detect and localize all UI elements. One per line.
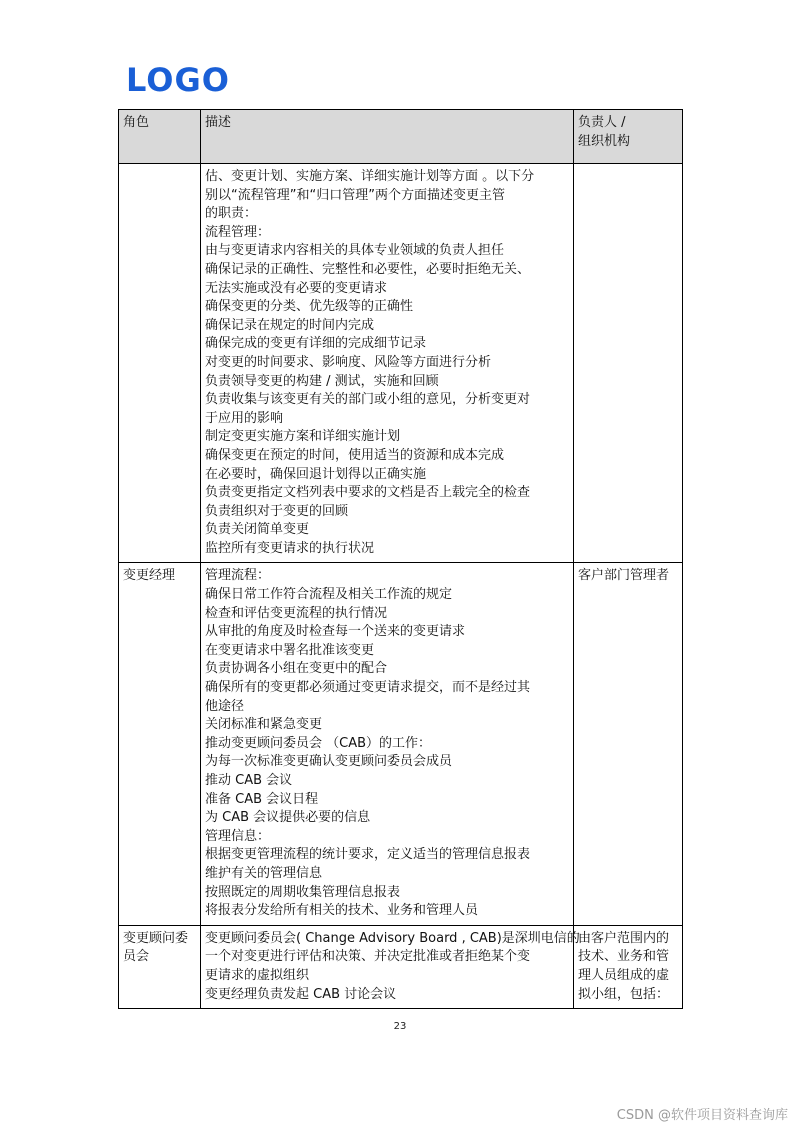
description-line: 确保变更的分类、优先级等的正确性 bbox=[205, 299, 414, 315]
description-line: 无法实施或没有必要的变更请求 bbox=[205, 280, 388, 296]
description-line: 一个对变更进行评估和决策、并决定批准或者拒绝某个变 bbox=[205, 949, 531, 965]
description-cell bbox=[201, 164, 574, 563]
description-line: 确保完成的变更有详细的完成细节记录 bbox=[205, 336, 427, 352]
description-line: 更请求的虚拟组织 bbox=[205, 967, 310, 983]
role-cell: 变更经理 bbox=[119, 563, 201, 925]
description-line: 负责协调各小组在变更中的配合 bbox=[205, 661, 388, 677]
header-responsible-line: 组织机构 bbox=[578, 133, 631, 149]
role-line: 员会 bbox=[123, 949, 150, 965]
header-responsible-line: 负责人 / bbox=[578, 115, 626, 130]
description-line: 管理信息： bbox=[205, 828, 271, 844]
description-line: 流程管理： bbox=[205, 224, 271, 240]
responsible-line: 由客户范围内的 bbox=[578, 930, 670, 946]
description-line: 确保所有的变更都必须通过变更请求提交，而不是经过其 bbox=[205, 680, 531, 696]
responsible-line: 拟小组，包括： bbox=[578, 986, 670, 1002]
description-line: 制定变更实施方案和详细实施计划 bbox=[205, 429, 401, 445]
description-line: 监控所有变更请求的执行状况 bbox=[205, 540, 375, 556]
table-row bbox=[119, 563, 683, 925]
description-line: 关闭标准和紧急变更 bbox=[205, 717, 323, 733]
description-line: 在变更请求中署名批准该变更 bbox=[205, 642, 375, 658]
header-role: 角色 bbox=[119, 110, 201, 164]
description-line: 根据变更管理流程的统计要求，定义适当的管理信息报表 bbox=[205, 847, 531, 863]
description-line: 变更经理负责发起 CAB 讨论会议 bbox=[205, 986, 397, 1002]
description-line: 的职责： bbox=[205, 206, 258, 222]
description-line: 维护有关的管理信息 bbox=[205, 865, 323, 881]
description-line: 确保变更在预定的时间，使用适当的资源和成本完成 bbox=[205, 447, 505, 463]
description-line: 对变更的时间要求、影响度、风险等方面进行分析 bbox=[205, 354, 492, 370]
role-cell bbox=[119, 164, 201, 563]
responsible-line: 理人员组成的虚 bbox=[578, 967, 670, 983]
table-row bbox=[119, 164, 683, 563]
description-line: 确保记录在规定的时间内完成 bbox=[205, 317, 375, 333]
description-line: 推动 CAB 会议 bbox=[205, 773, 293, 788]
page-number: 23 bbox=[393, 1021, 407, 1032]
responsible-cell bbox=[574, 925, 683, 1008]
roles-table bbox=[118, 109, 683, 1009]
description-cell bbox=[201, 925, 580, 1008]
description-line: 确保日常工作符合流程及相关工作流的规定 bbox=[205, 587, 453, 603]
description-line: 准备 CAB 会议日程 bbox=[205, 791, 319, 807]
responsible-line: 技术、业务和管 bbox=[578, 949, 670, 965]
description-line: 在必要时，确保回退计划得以正确实施 bbox=[205, 466, 427, 482]
description-line: 估、变更计划、实施方案、详细实施计划等方面 。以下分 bbox=[205, 169, 535, 184]
description-line: 别以“流程管理”和“归口管理”两个方面描述变更主管 bbox=[205, 187, 505, 203]
company-logo: LOGO bbox=[126, 61, 230, 99]
description-cell bbox=[201, 563, 574, 925]
description-line: 为每一次标准变更确认变更顾问委员会成员 bbox=[205, 754, 453, 770]
description-line: 变更顾问委员会( Change Advisory Board , CAB)是深圳电信的 bbox=[205, 930, 580, 946]
description-line: 管理流程： bbox=[205, 568, 271, 584]
header-responsible bbox=[574, 110, 683, 164]
description-line: 负责领导变更的构建 / 测试，实施和回顾 bbox=[205, 373, 439, 389]
description-line: 负责收集与该变更有关的部门或小组的意见，分析变更对 bbox=[205, 392, 531, 408]
description-line: 负责关闭简单变更 bbox=[205, 522, 310, 538]
description-line: 推动变更顾问委员会 （CAB）的工作： bbox=[205, 735, 432, 751]
description-line: 将报表分发给所有相关的技术、业务和管理人员 bbox=[205, 903, 479, 919]
description-line: 于应用的影响 bbox=[205, 410, 284, 426]
role-cell bbox=[119, 925, 201, 1008]
description-line: 确保记录的正确性、完整性和必要性，必要时拒绝无关、 bbox=[205, 261, 531, 277]
description-line: 负责组织对于变更的回顾 bbox=[205, 503, 349, 519]
description-line: 从审批的角度及时检查每一个送来的变更请求 bbox=[205, 624, 466, 640]
table-header-row bbox=[119, 110, 683, 164]
table-row bbox=[119, 925, 683, 1008]
description-line: 按照既定的周期收集管理信息报表 bbox=[205, 884, 401, 900]
description-line: 负责变更指定文档列表中要求的文档是否上载完全的检查 bbox=[205, 485, 531, 501]
description-line: 由与变更请求内容相关的具体专业领域的负责人担任 bbox=[205, 243, 505, 259]
responsible-cell: 客户部门管理者 bbox=[574, 563, 683, 925]
description-line: 他途径 bbox=[205, 698, 245, 714]
role-line: 变更顾问委 bbox=[123, 930, 189, 946]
description-line: 检查和评估变更流程的执行情况 bbox=[205, 605, 388, 621]
header-description: 描述 bbox=[201, 110, 574, 164]
watermark: CSDN @软件项目资料查询库 bbox=[616, 1108, 788, 1123]
responsible-cell bbox=[574, 164, 683, 563]
description-line: 为 CAB 会议提供必要的信息 bbox=[205, 810, 371, 826]
